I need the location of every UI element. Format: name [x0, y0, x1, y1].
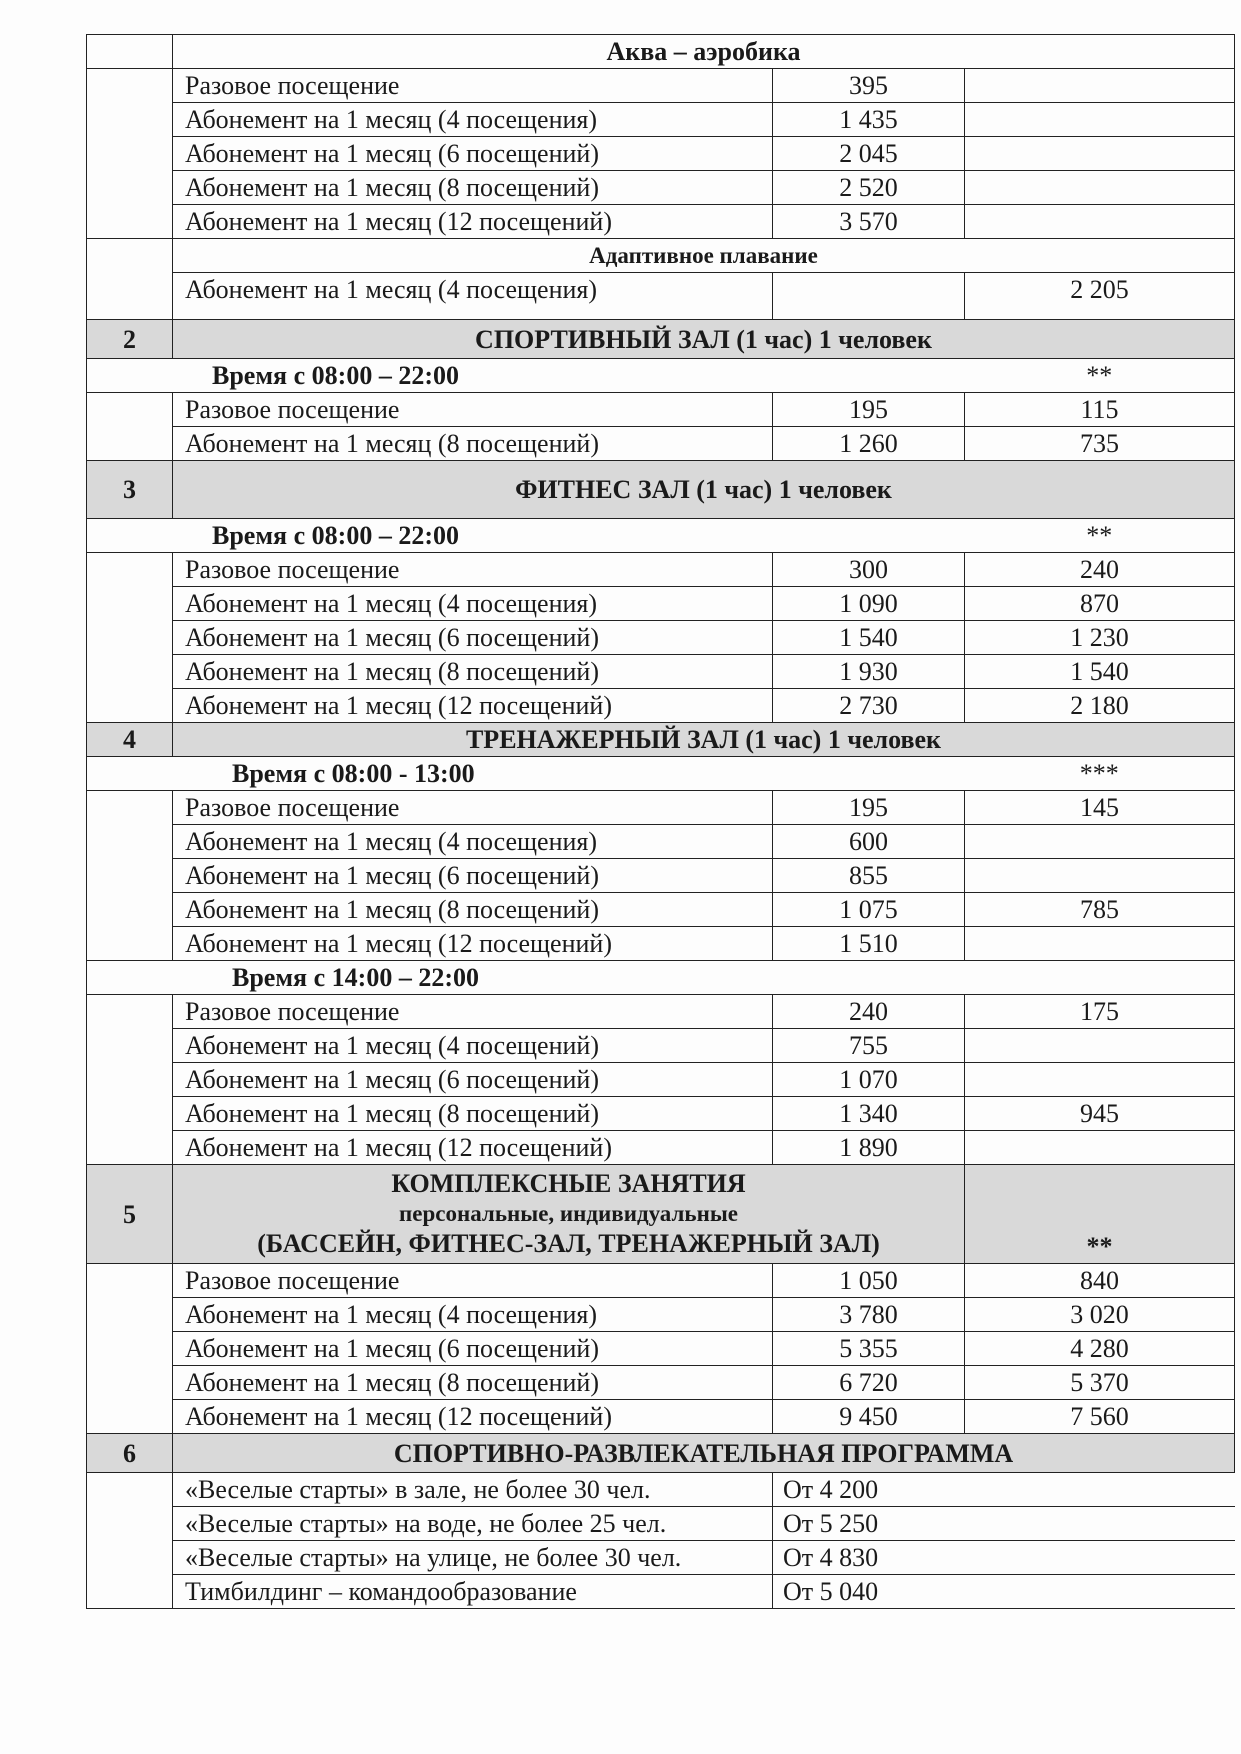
service-name: Абонемент на 1 месяц (8 посещений) [173, 1366, 773, 1400]
price-value: 3 780 [773, 1298, 965, 1332]
discount-price: 115 [965, 393, 1235, 427]
price-row [87, 1264, 1235, 1298]
price-row [87, 791, 1235, 825]
time-row [87, 519, 1235, 553]
discount-price [965, 927, 1235, 961]
price-value: 9 450 [773, 1400, 965, 1434]
discount-price [965, 103, 1235, 137]
price-row [87, 171, 1235, 205]
price-row [87, 1366, 1235, 1400]
section-title-block [173, 1165, 965, 1264]
price-value: 1 050 [773, 1264, 965, 1298]
price-value: 5 355 [773, 1332, 965, 1366]
time-label: Время с 08:00 – 22:00 [87, 359, 965, 393]
service-name: Абонемент на 1 месяц (8 посещений) [173, 171, 773, 205]
price-value: 1 260 [773, 427, 965, 461]
price-value: 600 [773, 825, 965, 859]
discount-price [965, 1029, 1235, 1063]
price-value: 1 340 [773, 1097, 965, 1131]
discount-price: 1 230 [965, 621, 1235, 655]
section-title-row [87, 320, 1235, 359]
discount-price: 785 [965, 893, 1235, 927]
service-name: Разовое посещение [173, 791, 773, 825]
service-name: «Веселые старты» на улице, не более 30 чел. [173, 1541, 773, 1575]
number-cell [87, 553, 173, 723]
price-row [87, 1473, 1235, 1507]
empty-cell [965, 961, 1235, 995]
discount-price [965, 859, 1235, 893]
service-name: «Веселые старты» в зале, не более 30 чел. [173, 1473, 773, 1507]
section-title: ФИТНЕС ЗАЛ (1 час) 1 человек [173, 461, 1235, 519]
discount-price [965, 1063, 1235, 1097]
number-cell [87, 239, 173, 320]
time-label: Время с 08:00 - 13:00 [87, 757, 965, 791]
price-value: 1 510 [773, 927, 965, 961]
price-value: 3 570 [773, 205, 965, 239]
price-row [87, 1063, 1235, 1097]
price-value: 855 [773, 859, 965, 893]
section-title-row [87, 723, 1235, 757]
service-name: Абонемент на 1 месяц (4 посещения) [173, 103, 773, 137]
service-name: Разовое посещение [173, 1264, 773, 1298]
service-name: Абонемент на 1 месяц (12 посещений) [173, 689, 773, 723]
note-mark: *** [965, 757, 1235, 791]
price-row [87, 553, 1235, 587]
section-title-row [87, 1165, 1235, 1264]
number-cell [87, 1264, 173, 1434]
price-row [87, 859, 1235, 893]
price-row [87, 1029, 1235, 1063]
price-value: 1 540 [773, 621, 965, 655]
price-row [87, 927, 1235, 961]
price-value: От 5 250 [773, 1507, 1235, 1541]
service-name: Абонемент на 1 месяц (6 посещений) [173, 137, 773, 171]
discount-price: 945 [965, 1097, 1235, 1131]
price-row [87, 655, 1235, 689]
service-name: Разовое посещение [173, 393, 773, 427]
discount-price: 7 560 [965, 1400, 1235, 1434]
price-row [87, 621, 1235, 655]
price-row [87, 1541, 1235, 1575]
price-value [773, 273, 965, 320]
section-number: 3 [87, 461, 173, 519]
price-row [87, 825, 1235, 859]
time-row [87, 757, 1235, 791]
service-name: Абонемент на 1 месяц (4 посещения) [173, 825, 773, 859]
subsection-title: Адаптивное плавание [173, 239, 1235, 273]
number-cell [87, 1473, 173, 1609]
price-value: 395 [773, 69, 965, 103]
price-value: 1 075 [773, 893, 965, 927]
section-number [87, 35, 173, 69]
time-row [87, 359, 1235, 393]
price-row [87, 1097, 1235, 1131]
section-title: ТРЕНАЖЕРНЫЙ ЗАЛ (1 час) 1 человек [173, 723, 1235, 757]
section-number: 5 [87, 1165, 173, 1264]
price-value: От 4 200 [773, 1473, 1235, 1507]
price-row [87, 205, 1235, 239]
service-name: Абонемент на 1 месяц (6 посещений) [173, 1332, 773, 1366]
number-cell [87, 393, 173, 461]
section-title-row [87, 35, 1235, 69]
number-cell [87, 69, 173, 239]
price-value: 6 720 [773, 1366, 965, 1400]
price-row [87, 273, 1235, 320]
price-row [87, 103, 1235, 137]
discount-price [965, 825, 1235, 859]
note-mark: ** [965, 1165, 1235, 1264]
service-name: Абонемент на 1 месяц (12 посещений) [173, 1131, 773, 1165]
service-name: Разовое посещение [173, 553, 773, 587]
section-title: СПОРТИВНО-РАЗВЛЕКАТЕЛЬНАЯ ПРОГРАММА [173, 1434, 1235, 1473]
section-number: 2 [87, 320, 173, 359]
price-row [87, 137, 1235, 171]
service-name: Абонемент на 1 месяц (8 посещений) [173, 893, 773, 927]
discount-price: 240 [965, 553, 1235, 587]
section-title: КОМПЛЕКСНЫЕ ЗАНЯТИЯ [391, 1169, 746, 1198]
price-row [87, 427, 1235, 461]
price-value: 1 435 [773, 103, 965, 137]
price-value: 1 890 [773, 1131, 965, 1165]
number-cell [87, 791, 173, 961]
price-value: От 5 040 [773, 1575, 1235, 1609]
service-name: Абонемент на 1 месяц (4 посещений) [173, 1029, 773, 1063]
service-name: Абонемент на 1 месяц (8 посещений) [173, 655, 773, 689]
section-number: 4 [87, 723, 173, 757]
time-row [87, 961, 1235, 995]
discount-price: 2 205 [965, 273, 1235, 320]
price-value: 2 045 [773, 137, 965, 171]
service-name: «Веселые старты» на воде, не более 25 чел. [173, 1507, 773, 1541]
discount-price: 870 [965, 587, 1235, 621]
note-mark: ** [965, 519, 1235, 553]
service-name: Абонемент на 1 месяц (8 посещений) [173, 1097, 773, 1131]
discount-price: 3 020 [965, 1298, 1235, 1332]
time-label: Время с 08:00 – 22:00 [87, 519, 965, 553]
price-row [87, 1131, 1235, 1165]
price-row [87, 69, 1235, 103]
service-name: Разовое посещение [173, 995, 773, 1029]
price-value: 1 930 [773, 655, 965, 689]
service-name: Абонемент на 1 месяц (12 посещений) [173, 205, 773, 239]
price-row [87, 893, 1235, 927]
section-title: Аква – аэробика [173, 35, 1235, 69]
service-name: Абонемент на 1 месяц (4 посещения) [173, 273, 773, 320]
price-row [87, 1400, 1235, 1434]
discount-price [965, 69, 1235, 103]
price-value: 1 070 [773, 1063, 965, 1097]
discount-price [965, 205, 1235, 239]
discount-price: 4 280 [965, 1332, 1235, 1366]
discount-price: 145 [965, 791, 1235, 825]
discount-price: 5 370 [965, 1366, 1235, 1400]
discount-price: 2 180 [965, 689, 1235, 723]
note-mark: ** [965, 359, 1235, 393]
price-value: 195 [773, 393, 965, 427]
service-name: Абонемент на 1 месяц (12 посещений) [173, 927, 773, 961]
service-name: Разовое посещение [173, 69, 773, 103]
service-name: Тимбилдинг – командообразование [173, 1575, 773, 1609]
service-name: Абонемент на 1 месяц (6 посещений) [173, 621, 773, 655]
service-name: Абонемент на 1 месяц (4 посещения) [173, 1298, 773, 1332]
section-title-row [87, 1434, 1235, 1473]
price-row [87, 393, 1235, 427]
price-value: 240 [773, 995, 965, 1029]
section-title-row [87, 461, 1235, 519]
price-row [87, 1507, 1235, 1541]
price-row [87, 689, 1235, 723]
subsection-title-row [87, 239, 1235, 273]
price-row [87, 1575, 1235, 1609]
price-value: 2 730 [773, 689, 965, 723]
price-value: 300 [773, 553, 965, 587]
service-name: Абонемент на 1 месяц (4 посещения) [173, 587, 773, 621]
discount-price [965, 1131, 1235, 1165]
discount-price: 175 [965, 995, 1235, 1029]
price-list-sheet [86, 34, 1234, 1609]
price-table [86, 34, 1235, 1609]
service-name: Абонемент на 1 месяц (6 посещений) [173, 859, 773, 893]
price-value: 755 [773, 1029, 965, 1063]
price-value: От 4 830 [773, 1541, 1235, 1575]
discount-price: 1 540 [965, 655, 1235, 689]
discount-price: 840 [965, 1264, 1235, 1298]
price-value: 1 090 [773, 587, 965, 621]
section-title: СПОРТИВНЫЙ ЗАЛ (1 час) 1 человек [173, 320, 1235, 359]
service-name: Абонемент на 1 месяц (8 посещений) [173, 427, 773, 461]
section-number: 6 [87, 1434, 173, 1473]
service-name: Абонемент на 1 месяц (12 посещений) [173, 1400, 773, 1434]
price-row [87, 1332, 1235, 1366]
discount-price [965, 137, 1235, 171]
discount-price: 735 [965, 427, 1235, 461]
time-label: Время с 14:00 – 22:00 [87, 961, 965, 995]
section-subtitle: персональные, индивидуальные [399, 1201, 738, 1226]
number-cell [87, 995, 173, 1165]
discount-price [965, 171, 1235, 205]
service-name: Абонемент на 1 месяц (6 посещений) [173, 1063, 773, 1097]
section-subtitle-detail: (БАССЕЙН, ФИТНЕС-ЗАЛ, ТРЕНАЖЕРНЫЙ ЗАЛ) [257, 1229, 880, 1258]
price-row [87, 587, 1235, 621]
price-row [87, 995, 1235, 1029]
price-row [87, 1298, 1235, 1332]
price-value: 2 520 [773, 171, 965, 205]
price-value: 195 [773, 791, 965, 825]
